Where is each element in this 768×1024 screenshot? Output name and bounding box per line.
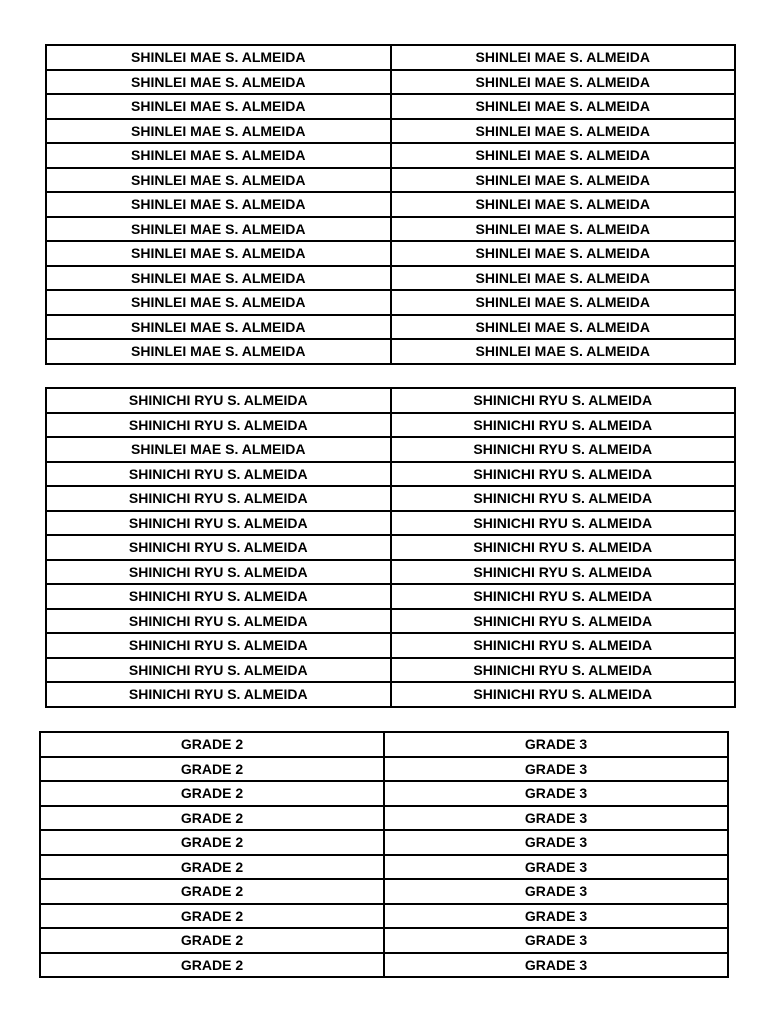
table-row xyxy=(46,241,735,266)
table-row xyxy=(46,658,735,683)
table-body xyxy=(46,45,735,364)
table-row xyxy=(46,535,735,560)
table-row xyxy=(46,511,735,536)
table-row xyxy=(46,192,735,217)
label-cell-left: GRADE 2 xyxy=(40,879,384,904)
grade-label-table xyxy=(39,731,729,978)
label-cell-left: SHINLEI MAE S. ALMEIDA xyxy=(46,168,391,193)
label-cell-left: SHINICHI RYU S. ALMEIDA xyxy=(46,682,391,707)
label-cell-left: SHINICHI RYU S. ALMEIDA xyxy=(46,413,391,438)
label-cell-left: SHINLEI MAE S. ALMEIDA xyxy=(46,119,391,144)
table-row xyxy=(46,609,735,634)
label-cell-left: SHINICHI RYU S. ALMEIDA xyxy=(46,462,391,487)
table-row xyxy=(46,584,735,609)
label-cell-right: SHINLEI MAE S. ALMEIDA xyxy=(391,143,736,168)
label-cell-right: SHINLEI MAE S. ALMEIDA xyxy=(391,266,736,291)
label-cell-right: SHINICHI RYU S. ALMEIDA xyxy=(391,584,736,609)
label-cell-right: SHINICHI RYU S. ALMEIDA xyxy=(391,462,736,487)
label-cell-left: GRADE 2 xyxy=(40,757,384,782)
label-cell-left: SHINLEI MAE S. ALMEIDA xyxy=(46,143,391,168)
name-label-table-shinlei xyxy=(45,44,736,365)
label-cell-right: SHINICHI RYU S. ALMEIDA xyxy=(391,609,736,634)
label-cell-left: GRADE 2 xyxy=(40,904,384,929)
table-row xyxy=(46,119,735,144)
label-cell-left: GRADE 2 xyxy=(40,806,384,831)
label-cell-right: SHINLEI MAE S. ALMEIDA xyxy=(391,119,736,144)
label-cell-left: SHINICHI RYU S. ALMEIDA xyxy=(46,535,391,560)
label-cell-left: SHINLEI MAE S. ALMEIDA xyxy=(46,217,391,242)
label-cell-left: GRADE 2 xyxy=(40,953,384,978)
table-row xyxy=(40,781,728,806)
label-cell-right: SHINLEI MAE S. ALMEIDA xyxy=(391,217,736,242)
label-cell-left: GRADE 2 xyxy=(40,732,384,757)
table-row xyxy=(46,462,735,487)
label-cell-right: SHINICHI RYU S. ALMEIDA xyxy=(391,388,736,413)
label-cell-right: SHINLEI MAE S. ALMEIDA xyxy=(391,168,736,193)
label-cell-right: SHINICHI RYU S. ALMEIDA xyxy=(391,560,736,585)
table-row xyxy=(46,437,735,462)
label-cell-right: SHINICHI RYU S. ALMEIDA xyxy=(391,633,736,658)
label-cell-left: SHINICHI RYU S. ALMEIDA xyxy=(46,511,391,536)
label-cell-right: GRADE 3 xyxy=(384,830,728,855)
label-cell-right: SHINLEI MAE S. ALMEIDA xyxy=(391,315,736,340)
label-cell-right: SHINICHI RYU S. ALMEIDA xyxy=(391,413,736,438)
table-row xyxy=(46,388,735,413)
label-cell-left: SHINLEI MAE S. ALMEIDA xyxy=(46,266,391,291)
label-cell-left: GRADE 2 xyxy=(40,928,384,953)
table-row xyxy=(46,217,735,242)
label-cell-left: SHINICHI RYU S. ALMEIDA xyxy=(46,658,391,683)
table-row xyxy=(46,339,735,364)
table-row xyxy=(46,266,735,291)
table-row xyxy=(46,315,735,340)
table-row xyxy=(46,70,735,95)
name-label-table-shinichi xyxy=(45,387,736,708)
label-cell-right: SHINLEI MAE S. ALMEIDA xyxy=(391,241,736,266)
label-cell-left: SHINICHI RYU S. ALMEIDA xyxy=(46,388,391,413)
table-row xyxy=(46,682,735,707)
label-cell-right: GRADE 3 xyxy=(384,904,728,929)
label-cell-right: SHINICHI RYU S. ALMEIDA xyxy=(391,658,736,683)
table-row xyxy=(46,168,735,193)
label-cell-right: SHINICHI RYU S. ALMEIDA xyxy=(391,486,736,511)
table-row xyxy=(46,560,735,585)
table-row xyxy=(46,486,735,511)
label-cell-left: SHINICHI RYU S. ALMEIDA xyxy=(46,560,391,585)
table-row xyxy=(46,633,735,658)
label-cell-right: SHINICHI RYU S. ALMEIDA xyxy=(391,437,736,462)
label-cell-right: GRADE 3 xyxy=(384,806,728,831)
table-row xyxy=(46,94,735,119)
label-cell-left: SHINLEI MAE S. ALMEIDA xyxy=(46,290,391,315)
label-cell-right: GRADE 3 xyxy=(384,879,728,904)
label-cell-left: SHINLEI MAE S. ALMEIDA xyxy=(46,94,391,119)
table-body xyxy=(46,388,735,707)
label-cell-left: SHINLEI MAE S. ALMEIDA xyxy=(46,192,391,217)
label-cell-left: SHINLEI MAE S. ALMEIDA xyxy=(46,70,391,95)
label-cell-left: SHINLEI MAE S. ALMEIDA xyxy=(46,437,391,462)
label-cell-right: GRADE 3 xyxy=(384,757,728,782)
label-cell-left: SHINLEI MAE S. ALMEIDA xyxy=(46,45,391,70)
table-row xyxy=(46,413,735,438)
label-cell-right: SHINICHI RYU S. ALMEIDA xyxy=(391,535,736,560)
label-cell-right: SHINICHI RYU S. ALMEIDA xyxy=(391,682,736,707)
table-row xyxy=(46,45,735,70)
table-row xyxy=(46,143,735,168)
label-cell-right: SHINLEI MAE S. ALMEIDA xyxy=(391,339,736,364)
label-cell-right: GRADE 3 xyxy=(384,928,728,953)
label-cell-right: SHINLEI MAE S. ALMEIDA xyxy=(391,94,736,119)
label-cell-left: SHINLEI MAE S. ALMEIDA xyxy=(46,315,391,340)
label-cell-left: SHINICHI RYU S. ALMEIDA xyxy=(46,584,391,609)
table-row xyxy=(46,290,735,315)
table-row xyxy=(40,855,728,880)
table-row xyxy=(40,953,728,978)
table-row xyxy=(40,830,728,855)
label-cell-right: GRADE 3 xyxy=(384,732,728,757)
table-row xyxy=(40,757,728,782)
label-cell-left: GRADE 2 xyxy=(40,855,384,880)
table-row xyxy=(40,732,728,757)
label-cell-left: SHINICHI RYU S. ALMEIDA xyxy=(46,486,391,511)
label-cell-right: GRADE 3 xyxy=(384,953,728,978)
table-row xyxy=(40,904,728,929)
label-cell-right: GRADE 3 xyxy=(384,781,728,806)
label-cell-left: GRADE 2 xyxy=(40,830,384,855)
label-cell-right: SHINICHI RYU S. ALMEIDA xyxy=(391,511,736,536)
label-cell-right: GRADE 3 xyxy=(384,855,728,880)
label-cell-right: SHINLEI MAE S. ALMEIDA xyxy=(391,45,736,70)
table-row xyxy=(40,806,728,831)
label-cell-left: SHINICHI RYU S. ALMEIDA xyxy=(46,609,391,634)
table-body xyxy=(40,732,728,977)
label-cell-left: SHINICHI RYU S. ALMEIDA xyxy=(46,633,391,658)
table-row xyxy=(40,879,728,904)
label-cell-left: GRADE 2 xyxy=(40,781,384,806)
label-cell-left: SHINLEI MAE S. ALMEIDA xyxy=(46,241,391,266)
label-cell-left: SHINLEI MAE S. ALMEIDA xyxy=(46,339,391,364)
label-cell-right: SHINLEI MAE S. ALMEIDA xyxy=(391,290,736,315)
label-cell-right: SHINLEI MAE S. ALMEIDA xyxy=(391,70,736,95)
table-row xyxy=(40,928,728,953)
label-cell-right: SHINLEI MAE S. ALMEIDA xyxy=(391,192,736,217)
